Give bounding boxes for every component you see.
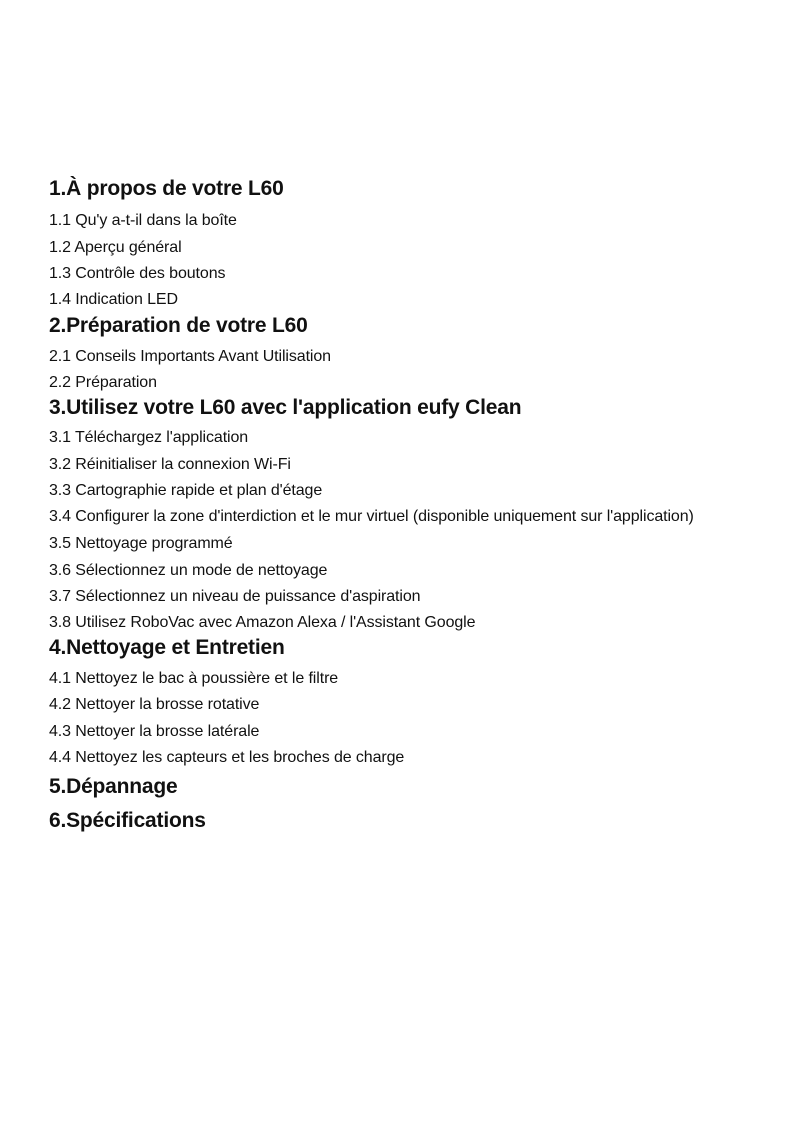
toc-item-2-2: 2.2 Préparation [49, 374, 157, 391]
toc-item-1-3: 1.3 Contrôle des boutons [49, 265, 226, 282]
toc-item-3-7: 3.7 Sélectionnez un niveau de puissance d'aspiration [49, 588, 421, 605]
toc-item-3-6: 3.6 Sélectionnez un mode de nettoyage [49, 562, 328, 579]
toc-item-1-4: 1.4 Indication LED [49, 291, 178, 308]
toc-item-4-4: 4.4 Nettoyez les capteurs et les broches de charge [49, 749, 405, 766]
toc-item-3-8: 3.8 Utilisez RoboVac avec Amazon Alexa / l'Assistant Google [49, 614, 476, 631]
toc-item-4-1: 4.1 Nettoyez le bac à poussière et le filtre [49, 670, 339, 687]
toc-item-3-5: 3.5 Nettoyage programmé [49, 535, 233, 552]
toc-item-1-1: 1.1 Qu'y a-t-il dans la boîte [49, 212, 237, 229]
toc-item-1-2: 1.2 Aperçu général [49, 239, 182, 256]
toc-item-3-4: 3.4 Configurer la zone d'interdiction et le mur virtuel (disponible uniquement sur l'application) [49, 508, 694, 525]
toc-item-2-1: 2.1 Conseils Importants Avant Utilisation [49, 348, 331, 365]
section-6-title: 6.Spécifications [49, 809, 206, 832]
section-3-title: 3.Utilisez votre L60 avec l'application eufy Clean [49, 396, 522, 419]
table-of-contents [49, 175, 749, 835]
toc-item-3-2: 3.2 Réinitialiser la connexion Wi-Fi [49, 456, 291, 473]
toc-item-3-3: 3.3 Cartographie rapide et plan d'étage [49, 482, 323, 499]
toc-item-3-1: 3.1 Téléchargez l'application [49, 429, 249, 446]
section-1-title: 1.À propos de votre L60 [49, 177, 284, 200]
section-4-title: 4.Nettoyage et Entretien [49, 636, 285, 659]
section-2-title: 2.Préparation de votre L60 [49, 314, 308, 337]
section-5-title: 5.Dépannage [49, 775, 178, 798]
toc-item-4-2: 4.2 Nettoyer la brosse rotative [49, 696, 260, 713]
toc-item-4-3: 4.3 Nettoyer la brosse latérale [49, 723, 260, 740]
